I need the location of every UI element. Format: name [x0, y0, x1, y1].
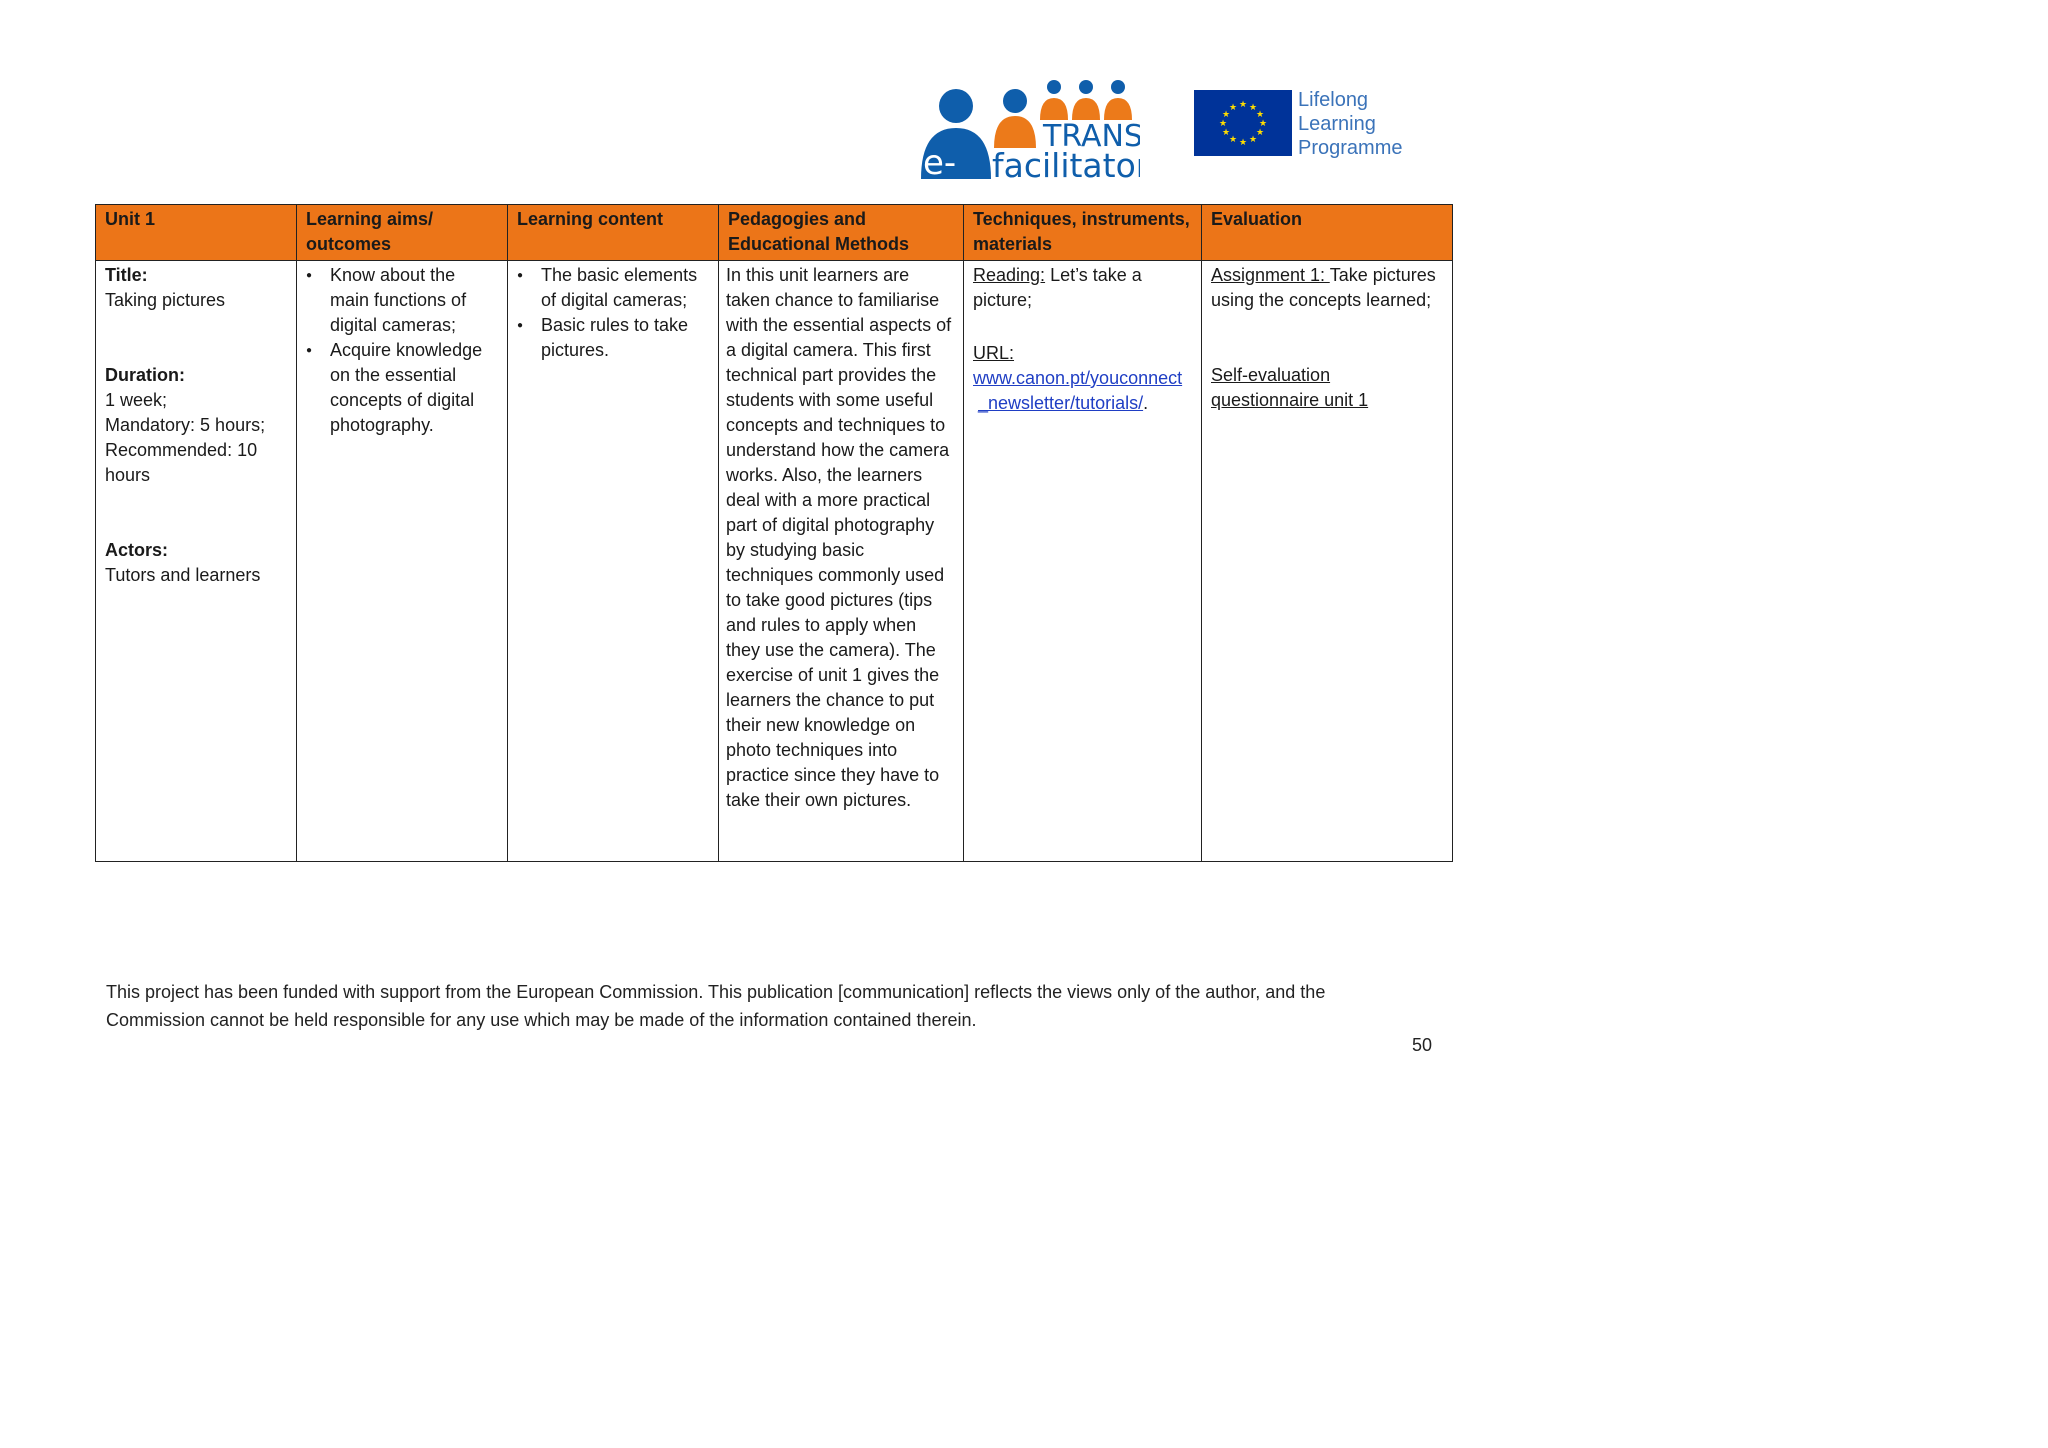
self-evaluation-questionnaire: Self-evaluation questionnaire unit 1	[1211, 365, 1369, 410]
header-unit: Unit 1	[96, 205, 297, 261]
reading-label: Reading:	[973, 265, 1046, 285]
svg-text:★: ★	[1248, 103, 1258, 113]
reading-value: Let’s take a picture;	[973, 265, 1142, 310]
svg-text:★: ★	[1255, 128, 1265, 138]
eu-lifelong-learning-logo	[1194, 88, 1424, 160]
assignment-value: Take pictures using the concepts learned;	[1211, 265, 1436, 310]
table-row	[96, 261, 1453, 862]
duration-line: Recommended: 10 hours	[105, 440, 258, 485]
assignment-entry	[1211, 263, 1443, 313]
header-pedagogies: Pedagogies and Educational Methods	[719, 205, 964, 261]
etrans-facilitator-text: facilitator	[992, 146, 1140, 184]
svg-text:★: ★	[1238, 100, 1248, 110]
pedagogies-cell	[719, 261, 964, 862]
svg-text:★: ★	[1258, 119, 1268, 129]
header-techniques: Techniques, instruments, materials	[964, 205, 1202, 261]
reading-entry	[973, 263, 1192, 313]
unit-plan-table	[95, 204, 1453, 862]
header-evaluation: Evaluation	[1202, 205, 1453, 261]
table-header-row	[96, 205, 1453, 261]
svg-text:★: ★	[1238, 138, 1248, 148]
page-number: 50	[1412, 1035, 1433, 1055]
title-label: Title:	[105, 265, 148, 285]
learning-content-cell	[508, 261, 719, 862]
url-label: URL:	[973, 343, 1015, 363]
eu-flag-icon	[1194, 90, 1292, 156]
duration-line: 1 week;	[105, 390, 168, 410]
actors-label: Actors:	[105, 540, 169, 560]
duration-line: Mandatory: 5 hours;	[105, 415, 266, 435]
eu-programme-name: Lifelong Learning Programme	[1298, 89, 1403, 159]
svg-text:★: ★	[1221, 128, 1231, 138]
list-item: ● Acquire knowledge on the essential concepts of digital photography.	[330, 338, 498, 438]
etrans-logo	[918, 76, 1140, 184]
list-item: ● Basic rules to take pictures.	[541, 313, 709, 363]
pedagogies-text: In this unit learners are taken chance to familiarise with the essential aspects of a digital camera. This first technical part provides the students with some useful concepts and techniques to understand how the camera works. Also, the learners deal with a more practical part of digital photography by studying basic techniques commonly used to take good pictures (tips and rules to apply when they use the camera). The exercise of unit 1 gives the learners the chance to put their new knowledge on photo techniques into practice since they have to take their own pictures.	[726, 265, 952, 810]
list-item: ● Know about the main functions of digital cameras;	[330, 263, 498, 338]
svg-text:★: ★	[1228, 103, 1238, 113]
list-item: ● The basic elements of digital cameras;	[541, 263, 709, 313]
actors-value: Tutors and learners	[105, 565, 261, 585]
title-value: Taking pictures	[105, 290, 226, 310]
duration-label: Duration:	[105, 365, 185, 385]
header-learning-content: Learning content	[508, 205, 719, 261]
techniques-cell	[964, 261, 1202, 862]
etrans-trans-text: TRANS	[1043, 119, 1140, 154]
svg-text:★: ★	[1255, 110, 1265, 120]
canon-tutorials-link-continued[interactable]: _newsletter/tutorials/.	[978, 393, 1149, 413]
svg-text:★: ★	[1218, 119, 1228, 129]
svg-text:★: ★	[1248, 135, 1258, 145]
unit-cell	[96, 261, 297, 862]
etrans-e-text: e-	[923, 143, 957, 183]
assignment-label: Assignment 1:	[1211, 265, 1330, 285]
evaluation-cell	[1202, 261, 1453, 862]
header-learning-aims: Learning aims/ outcomes	[297, 205, 508, 261]
funding-disclaimer: This project has been funded with support from the European Commission. This publication [communication] reflects the views only of the author, and the Commission cannot be held responsible for any use which may be made of the information contained therein.	[106, 982, 1326, 1030]
learning-aims-cell	[297, 261, 508, 862]
svg-text:★: ★	[1221, 110, 1231, 120]
svg-text:★: ★	[1228, 135, 1238, 145]
canon-tutorials-link[interactable]: www.canon.pt/youconnect	[973, 368, 1183, 388]
